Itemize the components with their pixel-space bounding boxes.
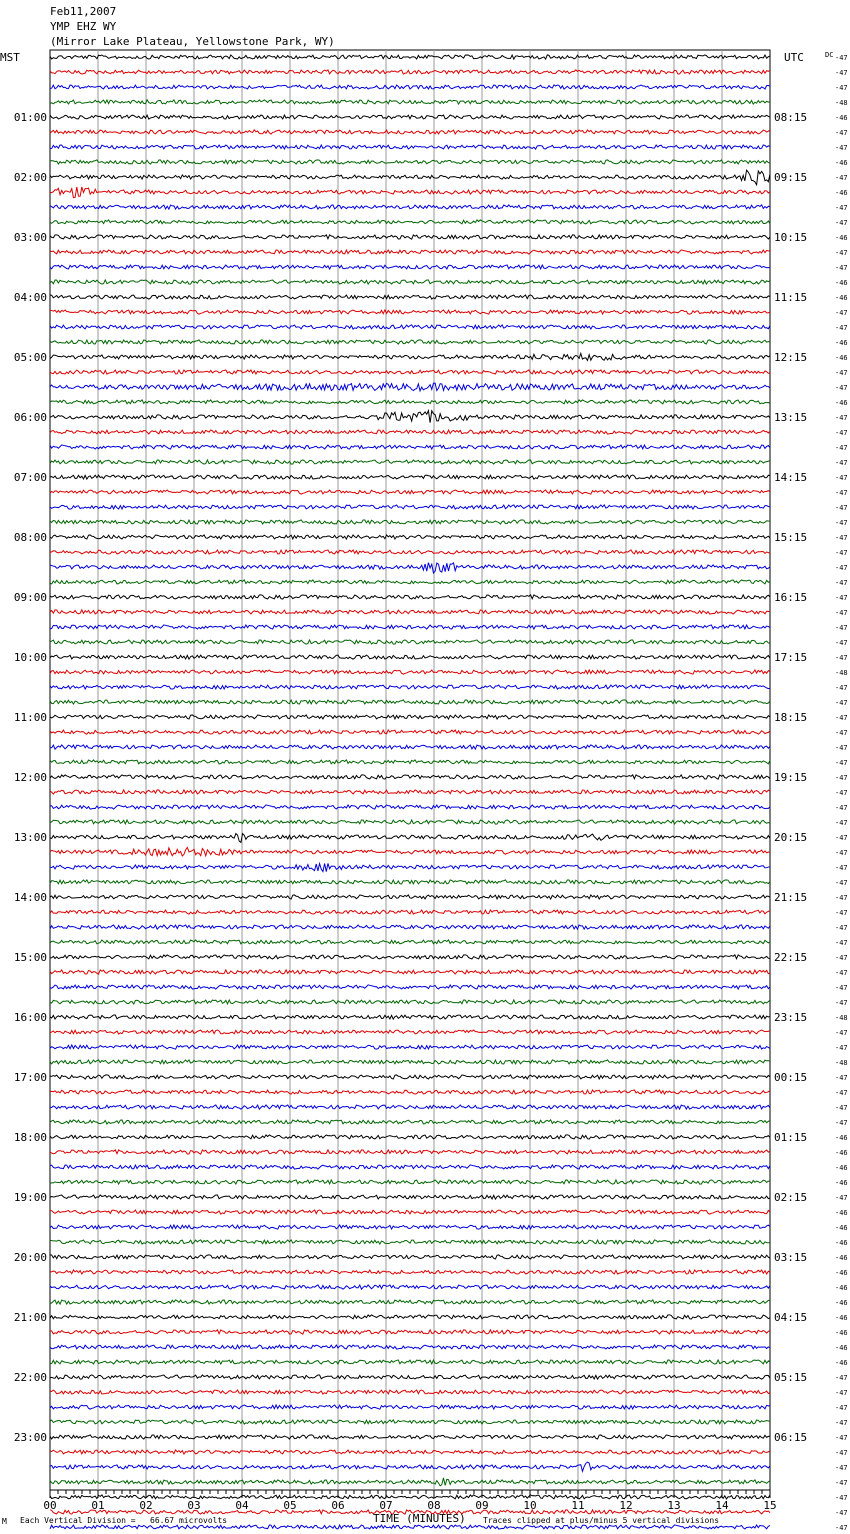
dc-offset-label: -47 — [835, 609, 848, 617]
mst-hour-label: 15:00 — [13, 951, 47, 964]
utc-hour-label: 21:15 — [774, 891, 808, 904]
utc-hour-label: 00:15 — [774, 1071, 808, 1084]
dc-offset-label: -48 — [835, 669, 848, 677]
trace-line — [50, 1060, 770, 1064]
dc-offset-label: -47 — [835, 309, 848, 317]
dc-offset-label: -47 — [835, 384, 848, 392]
trace-line — [50, 847, 770, 856]
dc-offset-label: -47 — [835, 1119, 848, 1127]
x-tick-label: 08 — [427, 1499, 441, 1512]
trace-line — [50, 1375, 770, 1379]
trace-line — [50, 1090, 770, 1094]
trace-line — [50, 775, 770, 779]
trace-line — [50, 655, 770, 659]
utc-hour-label: 14:15 — [774, 471, 808, 484]
utc-hour-label: 12:15 — [774, 351, 808, 364]
utc-hour-label: 02:15 — [774, 1191, 808, 1204]
mst-hour-label: 08:00 — [13, 531, 47, 544]
trace-line — [50, 580, 770, 584]
mst-hour-label: 22:00 — [13, 1371, 47, 1384]
trace-line — [50, 685, 770, 689]
trace-line — [50, 383, 770, 391]
dc-offset-label: -47 — [835, 879, 848, 887]
x-tick-label: 13 — [667, 1499, 681, 1512]
mst-hour-label: 05:00 — [13, 351, 47, 364]
trace-line — [50, 1120, 770, 1124]
utc-axis-label: UTC — [784, 51, 804, 64]
utc-hour-label: 18:15 — [774, 711, 808, 724]
trace-line — [50, 1045, 770, 1049]
mst-hour-label: 07:00 — [13, 471, 47, 484]
trace-line — [50, 1300, 770, 1304]
trace-line — [50, 1285, 770, 1289]
trace-line — [50, 400, 770, 404]
trace-line — [50, 250, 770, 254]
x-tick-label: 09 — [475, 1499, 489, 1512]
trace-line — [50, 70, 770, 74]
trace-line — [50, 790, 770, 794]
dc-offset-label: -46 — [835, 1134, 848, 1142]
dc-offset-label: -48 — [835, 1014, 848, 1022]
trace-line — [50, 640, 770, 644]
dc-offset-label: -46 — [835, 294, 848, 302]
utc-hour-label: 20:15 — [774, 831, 808, 844]
trace-line — [50, 1195, 770, 1199]
trace-line — [50, 1210, 770, 1214]
trace-line — [50, 1255, 770, 1259]
dc-offset-label: -47 — [835, 1494, 848, 1502]
dc-offset-label: -46 — [835, 1344, 848, 1352]
dc-offset-label: -47 — [835, 54, 848, 62]
mst-hour-label: 23:00 — [13, 1431, 47, 1444]
dc-offset-label: -47 — [835, 174, 848, 182]
dc-offset-label: -48 — [835, 1059, 848, 1067]
trace-line — [50, 411, 770, 423]
trace-line — [50, 310, 770, 314]
dc-offset-label: -46 — [835, 159, 848, 167]
trace-line — [50, 235, 770, 239]
dc-offset-label: -47 — [835, 324, 848, 332]
mst-hour-label: 13:00 — [13, 831, 47, 844]
dc-offset-label: -47 — [835, 69, 848, 77]
dc-offset-label: -47 — [835, 684, 848, 692]
dc-offset-label: -47 — [835, 924, 848, 932]
trace-line — [50, 715, 770, 719]
x-tick-label: 05 — [283, 1499, 297, 1512]
trace-line — [50, 895, 770, 899]
x-tick-label: 00 — [43, 1499, 57, 1512]
dc-offset-label: -47 — [835, 789, 848, 797]
dc-offset-label: -47 — [835, 999, 848, 1007]
trace-line — [50, 625, 770, 629]
dc-offset-label: -47 — [835, 1524, 848, 1532]
trace-line — [50, 340, 770, 344]
x-tick-label: 11 — [571, 1499, 585, 1512]
trace-line — [50, 1450, 770, 1454]
mst-hour-label: 12:00 — [13, 771, 47, 784]
trace-line — [50, 970, 770, 974]
dc-offset-label: -47 — [835, 969, 848, 977]
trace-line — [50, 1030, 770, 1034]
mst-hour-label: 21:00 — [13, 1311, 47, 1324]
dc-offset-label: -47 — [835, 429, 848, 437]
trace-line — [50, 1135, 770, 1139]
corner-mark: M — [2, 1517, 7, 1526]
x-tick-label: 15 — [763, 1499, 777, 1512]
x-tick-label: 03 — [187, 1499, 201, 1512]
trace-line — [50, 130, 770, 134]
utc-hour-label: 16:15 — [774, 591, 808, 604]
trace-line — [50, 910, 770, 914]
trace-line — [50, 880, 770, 884]
trace-line — [50, 1315, 770, 1319]
trace-line — [50, 670, 770, 674]
dc-offset-label: -47 — [835, 714, 848, 722]
mst-hour-label: 19:00 — [13, 1191, 47, 1204]
trace-line — [50, 115, 770, 119]
dc-offset-label: -47 — [835, 909, 848, 917]
trace-line — [50, 1360, 770, 1364]
chart-date: Feb11,2007 — [50, 5, 117, 18]
x-tick-label: 02 — [139, 1499, 153, 1512]
trace-line — [50, 490, 770, 494]
trace-line — [50, 353, 770, 360]
mst-axis-label: MST — [0, 51, 20, 64]
scale-note: Each Vertical Division = 66.67 microvolts — [20, 1516, 228, 1525]
dc-offset-label: -47 — [835, 834, 848, 842]
dc-offset-label: -47 — [835, 1449, 848, 1457]
utc-hour-label: 15:15 — [774, 531, 808, 544]
trace-line — [50, 370, 770, 374]
utc-hour-label: 13:15 — [774, 411, 808, 424]
mst-hour-label: 11:00 — [13, 711, 47, 724]
dc-offset-label: -47 — [835, 654, 848, 662]
trace-line — [50, 55, 770, 59]
mst-hour-label: 06:00 — [13, 411, 47, 424]
dc-offset-label: -47 — [835, 549, 848, 557]
dc-offset-label: -47 — [835, 1029, 848, 1037]
trace-line — [50, 863, 770, 871]
mst-hour-label: 17:00 — [13, 1071, 47, 1084]
dc-offset-label: -47 — [835, 804, 848, 812]
trace-line — [50, 595, 770, 599]
trace-line — [50, 295, 770, 299]
dc-offset-label: -46 — [835, 339, 848, 347]
trace-line — [50, 1390, 770, 1394]
dc-offset-label: -47 — [835, 984, 848, 992]
dc-offset-label: -46 — [835, 1149, 848, 1157]
trace-line — [50, 430, 770, 434]
trace-line — [50, 550, 770, 554]
dc-offset-label: -46 — [835, 1314, 848, 1322]
utc-hour-label: 05:15 — [774, 1371, 808, 1384]
dc-offset-label: -47 — [835, 1089, 848, 1097]
dc-column-label: DC — [825, 51, 834, 59]
trace-line — [50, 730, 770, 734]
trace-line — [50, 187, 770, 198]
dc-offset-label: -47 — [835, 204, 848, 212]
dc-offset-label: -47 — [835, 1434, 848, 1442]
dc-offset-label: -47 — [835, 939, 848, 947]
mst-hour-label: 14:00 — [13, 891, 47, 904]
dc-offset-label: -47 — [835, 264, 848, 272]
utc-hour-label: 23:15 — [774, 1011, 808, 1024]
dc-offset-label: -47 — [835, 1389, 848, 1397]
trace-line — [50, 1405, 770, 1409]
trace-line — [50, 100, 770, 104]
dc-offset-label: -47 — [835, 1509, 848, 1517]
dc-offset-label: -47 — [835, 444, 848, 452]
trace-line — [50, 475, 770, 479]
mst-hour-label: 10:00 — [13, 651, 47, 664]
trace-line — [50, 1150, 770, 1154]
trace-line — [50, 1330, 770, 1334]
trace-line — [50, 1000, 770, 1004]
dc-offset-label: -46 — [835, 1269, 848, 1277]
trace-line — [50, 1525, 770, 1529]
trace-line — [50, 1420, 770, 1424]
dc-offset-label: -47 — [835, 864, 848, 872]
dc-offset-label: -47 — [835, 1404, 848, 1412]
x-tick-label: 07 — [379, 1499, 393, 1512]
trace-line — [50, 1075, 770, 1079]
dc-offset-label: -46 — [835, 1329, 848, 1337]
trace-line — [50, 170, 770, 185]
dc-offset-label: -47 — [835, 954, 848, 962]
trace-group — [50, 55, 770, 1534]
trace-line — [50, 1015, 770, 1019]
trace-line — [50, 1495, 770, 1499]
dc-offset-label: -46 — [835, 1239, 848, 1247]
x-tick-label: 06 — [331, 1499, 345, 1512]
mst-hour-label: 20:00 — [13, 1251, 47, 1264]
trace-line — [50, 505, 770, 509]
trace-line — [50, 85, 770, 89]
trace-line — [50, 520, 770, 524]
mst-hour-label: 01:00 — [13, 111, 47, 124]
dc-offset-label: -47 — [835, 849, 848, 857]
x-tick-label: 01 — [91, 1499, 105, 1512]
x-axis-title: TIME (MINUTES) — [373, 1512, 466, 1525]
dc-offset-label: -47 — [835, 144, 848, 152]
utc-hour-label: 08:15 — [774, 111, 808, 124]
dc-offset-label: -46 — [835, 279, 848, 287]
dc-offset-label: -47 — [835, 774, 848, 782]
dc-offset-label: -47 — [835, 729, 848, 737]
trace-line — [50, 745, 770, 749]
dc-offset-label: -46 — [835, 1284, 848, 1292]
trace-line — [50, 1225, 770, 1229]
utc-hour-label: 03:15 — [774, 1251, 808, 1264]
trace-line — [50, 985, 770, 989]
dc-offset-label: -47 — [835, 1194, 848, 1202]
mst-hour-label: 09:00 — [13, 591, 47, 604]
utc-hour-label: 22:15 — [774, 951, 808, 964]
utc-hour-label: 11:15 — [774, 291, 808, 304]
utc-hour-label: 04:15 — [774, 1311, 808, 1324]
trace-line — [50, 1435, 770, 1439]
utc-hour-label: 06:15 — [774, 1431, 808, 1444]
trace-line — [50, 1180, 770, 1184]
dc-offset-label: -47 — [835, 1044, 848, 1052]
station-code: YMP EHZ WY — [50, 20, 117, 33]
trace-line — [50, 1270, 770, 1274]
x-tick-label: 12 — [619, 1499, 633, 1512]
x-tick-label: 04 — [235, 1499, 249, 1512]
trace-line — [50, 1345, 770, 1349]
dc-offset-label: -47 — [835, 1419, 848, 1427]
mst-hour-label: 02:00 — [13, 171, 47, 184]
dc-offset-label: -46 — [835, 354, 848, 362]
trace-line — [50, 280, 770, 284]
utc-hour-label: 17:15 — [774, 651, 808, 664]
trace-line — [50, 700, 770, 704]
trace-line — [50, 445, 770, 449]
trace-line — [50, 160, 770, 164]
trace-line — [50, 955, 770, 959]
trace-line — [50, 535, 770, 539]
dc-offset-label: -47 — [835, 759, 848, 767]
dc-offset-label: -47 — [835, 579, 848, 587]
dc-offset-label: -46 — [835, 1359, 848, 1367]
dc-offset-label: -47 — [835, 894, 848, 902]
dc-offset-label: -46 — [835, 234, 848, 242]
trace-line — [50, 145, 770, 149]
dc-offset-label: -47 — [835, 819, 848, 827]
trace-line — [50, 610, 770, 614]
dc-offset-label: -46 — [835, 1164, 848, 1172]
trace-line — [50, 834, 770, 843]
dc-offset-label: -47 — [835, 504, 848, 512]
x-tick-label: 10 — [523, 1499, 537, 1512]
dc-offset-label: -47 — [835, 594, 848, 602]
mst-hour-label: 16:00 — [13, 1011, 47, 1024]
dc-offset-label: -47 — [835, 414, 848, 422]
trace-line — [50, 925, 770, 929]
trace-line — [50, 1105, 770, 1109]
dc-offset-label: -47 — [835, 489, 848, 497]
trace-line — [50, 460, 770, 464]
trace-line — [50, 205, 770, 209]
dc-offset-label: -47 — [835, 744, 848, 752]
dc-offset-label: -47 — [835, 699, 848, 707]
dc-offset-label: -47 — [835, 1464, 848, 1472]
trace-line — [50, 820, 770, 824]
dc-offset-label: -47 — [835, 474, 848, 482]
utc-hour-label: 01:15 — [774, 1131, 808, 1144]
dc-offset-label: -48 — [835, 99, 848, 107]
mst-hour-label: 03:00 — [13, 231, 47, 244]
dc-offset-label: -46 — [835, 399, 848, 407]
trace-line — [50, 1165, 770, 1169]
utc-hour-label: 09:15 — [774, 171, 808, 184]
mst-hour-label: 04:00 — [13, 291, 47, 304]
trace-line — [50, 325, 770, 329]
dc-offset-label: -47 — [835, 519, 848, 527]
x-tick-label: 14 — [715, 1499, 729, 1512]
trace-line — [50, 1240, 770, 1244]
trace-line — [50, 805, 770, 809]
dc-offset-label: -47 — [835, 1374, 848, 1382]
dc-offset-label: -46 — [835, 114, 848, 122]
dc-offset-label: -47 — [835, 459, 848, 467]
utc-hour-label: 19:15 — [774, 771, 808, 784]
dc-offset-label: -47 — [835, 129, 848, 137]
dc-offset-label: -47 — [835, 534, 848, 542]
dc-offset-label: -47 — [835, 369, 848, 377]
trace-line — [50, 220, 770, 224]
dc-offset-label: -46 — [835, 189, 848, 197]
dc-offset-label: -47 — [835, 639, 848, 647]
trace-line — [50, 940, 770, 944]
utc-hour-label: 10:15 — [774, 231, 808, 244]
trace-line — [50, 265, 770, 269]
trace-line — [50, 760, 770, 764]
dc-offset-label: -46 — [835, 1179, 848, 1187]
dc-offset-label: -47 — [835, 1104, 848, 1112]
trace-line — [50, 563, 770, 573]
dc-offset-label: -46 — [835, 1209, 848, 1217]
dc-offset-label: -47 — [835, 564, 848, 572]
trace-line — [50, 1478, 770, 1486]
dc-offset-label: -47 — [835, 624, 848, 632]
dc-offset-label: -47 — [835, 249, 848, 257]
dc-offset-label: -46 — [835, 1254, 848, 1262]
dc-offset-label: -47 — [835, 1074, 848, 1082]
mst-hour-label: 18:00 — [13, 1131, 47, 1144]
dc-offset-label: -46 — [835, 1299, 848, 1307]
dc-offset-label: -47 — [835, 1479, 848, 1487]
trace-line — [50, 1462, 770, 1471]
dc-offset-label: -47 — [835, 219, 848, 227]
station-location: (Mirror Lake Plateau, Yellowstone Park, WY) — [50, 35, 335, 48]
dc-offset-label: -46 — [835, 1224, 848, 1232]
dc-offset-label: -47 — [835, 84, 848, 92]
clip-note: Traces clipped at plus/minus 5 vertical divisions — [483, 1516, 720, 1525]
